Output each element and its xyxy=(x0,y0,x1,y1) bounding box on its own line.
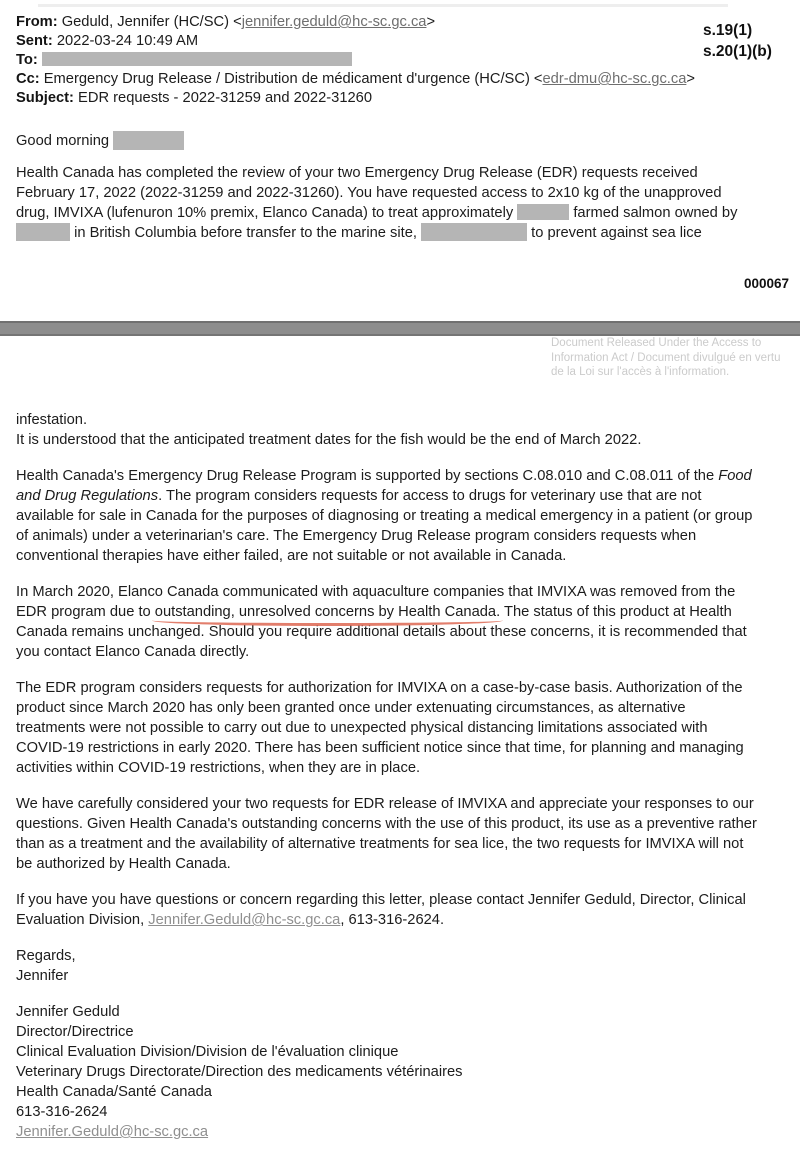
watermark-line-2: Information Act / Document divulgué en vertu xyxy=(551,351,781,364)
to-label: To: xyxy=(16,52,38,68)
page-number: 000067 xyxy=(744,276,790,291)
paragraph-elanco-removal xyxy=(16,582,758,662)
greeting-line xyxy=(16,131,184,151)
cc-line xyxy=(16,70,716,89)
para1-seg4: to prevent against sea lice xyxy=(527,225,702,241)
from-suffix: > xyxy=(426,14,436,30)
continuation-line-1: infestation. xyxy=(16,412,88,428)
from-email-link[interactable]: jennifer.geduld@hc-sc.gc.ca xyxy=(241,14,427,30)
exemption-code-s20: s.20(1)(b) xyxy=(703,43,772,60)
redaction-box-fish-count xyxy=(517,204,569,220)
para6-pre: If you have you have questions or concern regarding this letter, please contact Jennifer Geduld, Director, Clinical Evaluation Division, xyxy=(16,892,746,928)
contact-email-link[interactable]: Jennifer.Geduld@hc-sc.gc.ca xyxy=(148,912,341,928)
paragraph-edr-program xyxy=(16,466,758,566)
redaction-box-to xyxy=(42,52,352,66)
continuation-line-2: It is understood that the anticipated treatment dates for the fish would be the end of March 2022. xyxy=(16,432,642,448)
red-underlined-phrase: outstanding, unresolved concerns by Health Canada xyxy=(154,604,497,620)
signature-title: Director/Directrice xyxy=(16,1024,134,1040)
paragraph-continuation xyxy=(16,410,758,450)
para2-post: . The program considers requests for access to drugs for veterinary use that are not available for sale in Canada for the purposes of diagnosing or treating a medical emergency in a patient (or group of animals) under a veterinarian's care. The Emergency Drug Release program considers requests when conventional therapies have either failed, are not suitable or not available in Canada. xyxy=(16,488,753,564)
greeting-text: Good morning xyxy=(16,133,110,149)
exemption-code-s19: s.19(1) xyxy=(703,22,753,39)
atip-watermark xyxy=(551,336,780,380)
signature-name: Jennifer Geduld xyxy=(16,1004,120,1020)
exemption-codes xyxy=(703,20,772,62)
para3-pre: In March 2020, Elanco Canada communicated with aquaculture companies that IMVIXA was removed from the EDR program due to xyxy=(16,584,736,620)
cc-suffix: > xyxy=(686,71,695,87)
closing-block xyxy=(16,946,758,986)
sent-line xyxy=(16,32,716,51)
watermark-line-1: Document Released Under the Access to xyxy=(551,337,762,349)
paragraph-request-summary xyxy=(16,163,758,243)
cc-email-link[interactable]: edr-dmu@hc-sc.gc.ca xyxy=(542,71,687,87)
para1-seg3: in British Columbia before transfer to the marine site, xyxy=(70,225,422,241)
closing-regards: Regards, xyxy=(16,948,76,964)
subject-line xyxy=(16,89,716,108)
from-line xyxy=(16,13,716,32)
watermark-line-3: de la Loi sur l'accès à l'information. xyxy=(551,366,730,378)
subject-label: Subject: xyxy=(16,90,74,106)
para3-post: . The status of this product at Health Canada remains unchanged. Should you require additional details about these concerns, it is recommended that you contact Elanco Canada directly. xyxy=(16,604,747,660)
signature-division: Clinical Evaluation Division/Division de l'évaluation clinique xyxy=(16,1044,399,1060)
from-label: From: xyxy=(16,14,58,30)
sent-label: Sent: xyxy=(16,33,53,49)
paragraph-contact xyxy=(16,890,758,930)
to-line xyxy=(16,51,716,70)
regulations-title-italic: Food and Drug Regulations xyxy=(16,468,752,504)
redaction-box-owner xyxy=(16,223,70,241)
scan-artifact-line xyxy=(38,4,728,7)
from-value: Geduld, Jennifer (HC/SC) < xyxy=(61,14,242,30)
signature-directorate: Veterinary Drugs Directorate/Direction des medicaments vétérinaires xyxy=(16,1064,463,1080)
cc-label: Cc: xyxy=(16,71,40,87)
para1-seg2: farmed salmon owned by xyxy=(569,205,738,221)
page-separator-bar xyxy=(0,321,800,336)
para6-post: , 613-316-2624. xyxy=(340,912,445,928)
closing-first-name: Jennifer xyxy=(16,968,69,984)
para1-seg1: Health Canada has completed the review of your two Emergency Drug Release (EDR) requests received February 17, 2022 (2022-31259 and 2022-31260). You have requested access to 2x10 kg of the unapproved drug, IMVIXA (lufenuron 10% premix, Elanco Canada) to treat approximately xyxy=(16,165,722,221)
sent-value: 2022-03-24 10:49 AM xyxy=(56,33,199,49)
paragraph-case-by-case: The EDR program considers requests for authorization for IMVIXA on a case-by-case basis. Authorization of the product since March 2020 has only been granted once under extenuating circumstances, as alternative treatments were not possible to carry out due to unexpected physical distancing limitations associated with COVID-19 restrictions in early 2020. There has been sufficient notice since that time, for planning and managing activities within COVID-19 restrictions, when they are in place. xyxy=(16,680,744,776)
cc-value: Emergency Drug Release / Distribution de médicament d'urgence (HC/SC) < xyxy=(43,71,543,87)
page2-content xyxy=(16,410,758,1142)
signature-block xyxy=(16,1002,758,1142)
email-header xyxy=(16,13,716,108)
signature-email-link[interactable]: Jennifer.Geduld@hc-sc.gc.ca xyxy=(16,1124,209,1140)
signature-phone: 613-316-2624 xyxy=(16,1104,108,1120)
signature-org: Health Canada/Santé Canada xyxy=(16,1084,212,1100)
subject-value: EDR requests - 2022-31259 and 2022-31260 xyxy=(78,90,373,106)
paragraph-decision: We have carefully considered your two requests for EDR release of IMVIXA and appreciate your responses to our questions. Given Health Canada's outstanding concerns with the use of this product, its use as a preventive rather than as a treatment and the availability of alternative treatments for sea lice, the two requests for IMVIXA will not be authorized by Health Canada. xyxy=(16,796,757,872)
redaction-box-greeting xyxy=(113,131,184,150)
para2-pre: Health Canada's Emergency Drug Release Program is supported by sections C.08.010 and C.08.011 of the xyxy=(16,468,719,484)
redaction-box-site xyxy=(421,223,527,241)
